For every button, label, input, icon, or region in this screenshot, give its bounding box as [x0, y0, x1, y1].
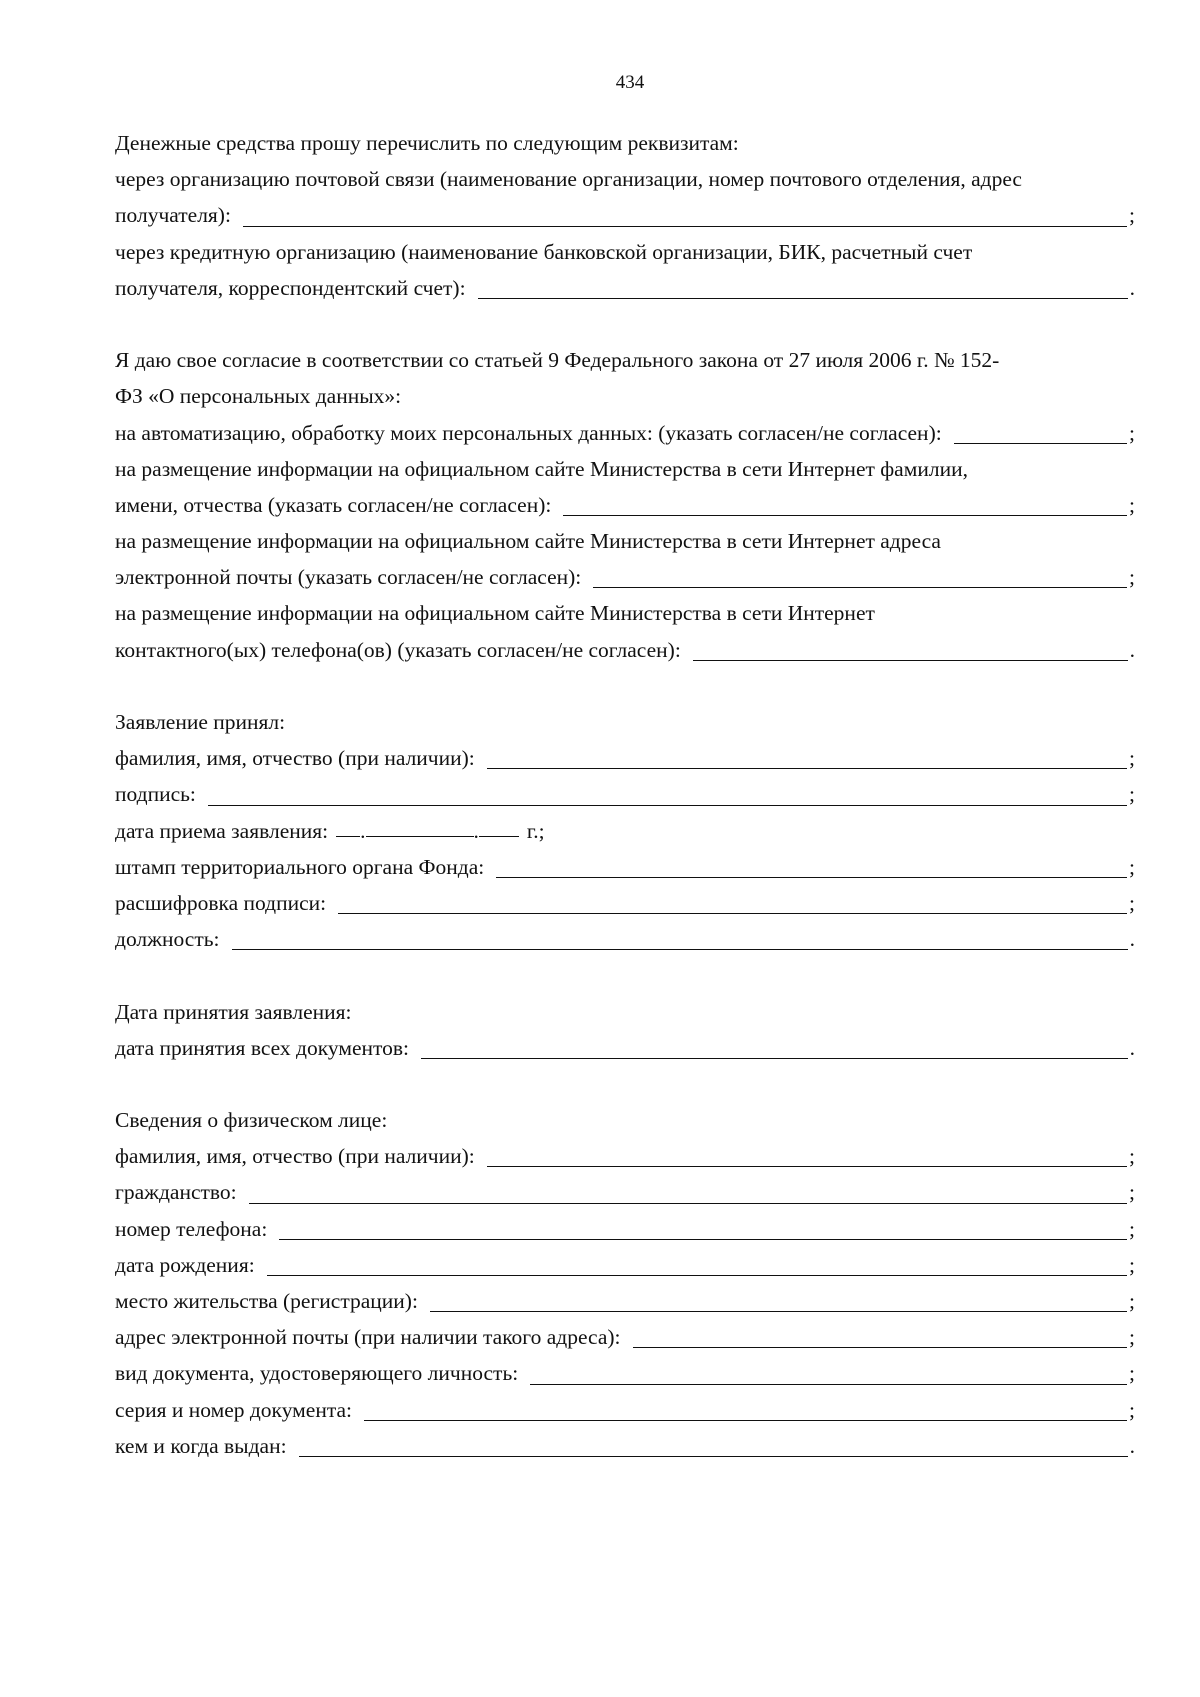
date-separator: . — [360, 818, 366, 843]
person-issued-by-field[interactable] — [299, 1456, 1128, 1457]
accepted-stamp — [115, 849, 1135, 885]
accepted-stamp-label: штамп территориального органа Фонда: — [115, 854, 485, 879]
person-birth-date — [115, 1247, 1135, 1283]
payment-intro-text: Денежные средства прошу перечислить по следующим реквизитам: — [115, 131, 739, 155]
person-phone-label: номер телефона: — [115, 1216, 268, 1241]
period: . — [1129, 637, 1135, 662]
accepted-fio-label: фамилия, имя, отчество (при наличии): — [115, 746, 475, 771]
semicolon: ; — [1129, 854, 1135, 879]
bank-line-1 — [115, 234, 1135, 270]
person-citizenship-label: гражданство: — [115, 1180, 237, 1205]
consent-phone-label-2: контактного(ых) телефона(ов) (указать согласен/не согласен): — [115, 637, 681, 662]
accepted-position-field[interactable] — [232, 949, 1128, 950]
consent-automation-label: на автоматизацию, обработку моих персональных данных: (указать согласен/не согласен): — [115, 420, 942, 445]
semicolon: ; — [1129, 746, 1135, 771]
person-id-doc-type-label: вид документа, удостоверяющего личность: — [115, 1361, 519, 1386]
consent-phone-label-1: на размещение информации на официальном сайте Министерства в сети Интернет — [115, 601, 875, 626]
accepted-fio-field[interactable] — [487, 768, 1127, 769]
person-heading-text: Сведения о физическом лице: — [115, 1108, 388, 1133]
person-doc-series-field[interactable] — [364, 1420, 1127, 1421]
accepted-position — [115, 921, 1135, 957]
accepted-decoding-label: расшифровка подписи: — [115, 890, 327, 915]
person-phone — [115, 1211, 1135, 1247]
consent-intro-text-2: ФЗ «О персональных данных»: — [115, 384, 402, 409]
bank-details-field[interactable] — [478, 298, 1128, 299]
semicolon: ; — [1129, 1180, 1135, 1205]
consent-name-label-2: имени, отчества (указать согласен/не согласен): — [115, 492, 552, 517]
consent-name-field[interactable] — [563, 515, 1127, 516]
semicolon: ; — [1129, 1361, 1135, 1386]
person-phone-field[interactable] — [279, 1239, 1127, 1240]
consent-phone-1 — [115, 595, 1135, 631]
semicolon: ; — [1129, 890, 1135, 915]
semicolon: ; — [1129, 1144, 1135, 1169]
consent-automation — [115, 415, 1135, 451]
postal-label-1: через организацию почтовой связи (наименование организации, номер почтового отделения, адрес — [115, 167, 1022, 192]
accepted-signature-label: подпись: — [115, 782, 196, 807]
period: . — [1129, 927, 1135, 952]
person-heading — [115, 1102, 1135, 1138]
form-content — [115, 125, 1135, 1464]
consent-email-label-1: на размещение информации на официальном сайте Министерства в сети Интернет адреса — [115, 529, 941, 554]
consent-intro-2 — [115, 378, 1135, 414]
person-birth-date-label: дата рождения: — [115, 1252, 255, 1277]
semicolon: ; — [1129, 1289, 1135, 1313]
consent-phone-field[interactable] — [693, 660, 1128, 661]
postal-line-1 — [115, 161, 1135, 197]
consent-email-2 — [115, 559, 1135, 595]
person-residence-label: место жительства (регистрации): — [115, 1289, 418, 1313]
spacer — [115, 1066, 1135, 1102]
postal-details-field[interactable] — [243, 226, 1127, 227]
semicolon: ; — [1129, 1216, 1135, 1241]
period: . — [1129, 1433, 1135, 1458]
date-year-suffix: г.; — [526, 818, 545, 843]
person-email-field[interactable] — [633, 1347, 1128, 1348]
consent-name-1 — [115, 451, 1135, 487]
acceptance-date-heading-text: Дата принятия заявления: — [115, 999, 352, 1024]
consent-email-label-2: электронной почты (указать согласен/не согласен): — [115, 565, 582, 590]
accepted-heading — [115, 704, 1135, 740]
accepted-decoding-field[interactable] — [338, 913, 1127, 914]
consent-intro-1 — [115, 342, 1135, 378]
person-residence — [115, 1283, 1135, 1319]
person-fio-label: фамилия, имя, отчество (при наличии): — [115, 1144, 475, 1169]
accepted-position-label: должность: — [115, 927, 220, 952]
acceptance-date-heading — [115, 994, 1135, 1030]
person-email — [115, 1319, 1135, 1355]
semicolon: ; — [1129, 1252, 1135, 1277]
spacer — [115, 668, 1135, 704]
date-month-field[interactable] — [366, 836, 474, 837]
person-doc-series — [115, 1392, 1135, 1428]
postal-label-2: получателя): — [115, 203, 231, 228]
person-issued-by — [115, 1428, 1135, 1464]
payment-intro — [115, 125, 1135, 161]
person-id-doc-type-field[interactable] — [530, 1384, 1127, 1385]
consent-intro-text-1: Я даю свое согласие в соответствии со статьей 9 Федерального закона от 27 июля 2006 г. № 152- — [115, 348, 1000, 373]
consent-name-label-1: на размещение информации на официальном сайте Министерства в сети Интернет фамилии, — [115, 456, 968, 481]
period: . — [1129, 275, 1135, 300]
person-email-label: адрес электронной почты (при наличии такого адреса): — [115, 1325, 621, 1350]
bank-label-2: получателя, корреспондентский счет): — [115, 275, 466, 300]
accepted-heading-text: Заявление принял: — [115, 710, 286, 734]
person-citizenship-field[interactable] — [249, 1203, 1127, 1204]
consent-phone-2 — [115, 632, 1135, 668]
person-birth-date-field[interactable] — [267, 1275, 1127, 1276]
consent-email-field[interactable] — [593, 587, 1127, 588]
semicolon: ; — [1129, 565, 1135, 590]
bank-line-2 — [115, 270, 1135, 306]
person-fio-field[interactable] — [487, 1166, 1127, 1167]
accepted-decoding — [115, 885, 1135, 921]
postal-line-2 — [115, 197, 1135, 233]
consent-automation-field[interactable] — [954, 443, 1127, 444]
spacer — [115, 306, 1135, 342]
accepted-stamp-field[interactable] — [496, 877, 1127, 878]
semicolon: ; — [1129, 782, 1135, 807]
spacer — [115, 957, 1135, 993]
semicolon: ; — [1129, 492, 1135, 517]
acceptance-all-docs-label: дата принятия всех документов: — [115, 1035, 409, 1060]
date-separator: . — [473, 818, 479, 843]
accepted-signature-field[interactable] — [208, 805, 1127, 806]
person-doc-series-label: серия и номер документа: — [115, 1397, 352, 1422]
accepted-date-label: дата приема заявления: — [115, 818, 329, 843]
person-id-doc-type — [115, 1355, 1135, 1391]
accepted-date — [115, 813, 1135, 849]
person-citizenship — [115, 1174, 1135, 1210]
consent-name-2 — [115, 487, 1135, 523]
consent-email-1 — [115, 523, 1135, 559]
acceptance-all-docs — [115, 1030, 1135, 1066]
period: . — [1129, 1035, 1135, 1060]
page-number: 434 — [615, 72, 645, 93]
semicolon: ; — [1129, 203, 1135, 228]
person-residence-field[interactable] — [430, 1311, 1127, 1312]
acceptance-all-docs-field[interactable] — [421, 1058, 1128, 1059]
semicolon: ; — [1129, 1397, 1135, 1422]
semicolon: ; — [1129, 420, 1135, 445]
accepted-signature — [115, 776, 1135, 812]
date-day-field[interactable] — [336, 836, 360, 837]
person-fio — [115, 1138, 1135, 1174]
date-year-field[interactable] — [479, 836, 519, 837]
bank-label-1: через кредитную организацию (наименование банковской организации, БИК, расчетный счет — [115, 239, 973, 264]
semicolon: ; — [1129, 1325, 1135, 1350]
person-issued-by-label: кем и когда выдан: — [115, 1433, 287, 1458]
accepted-fio — [115, 740, 1135, 776]
